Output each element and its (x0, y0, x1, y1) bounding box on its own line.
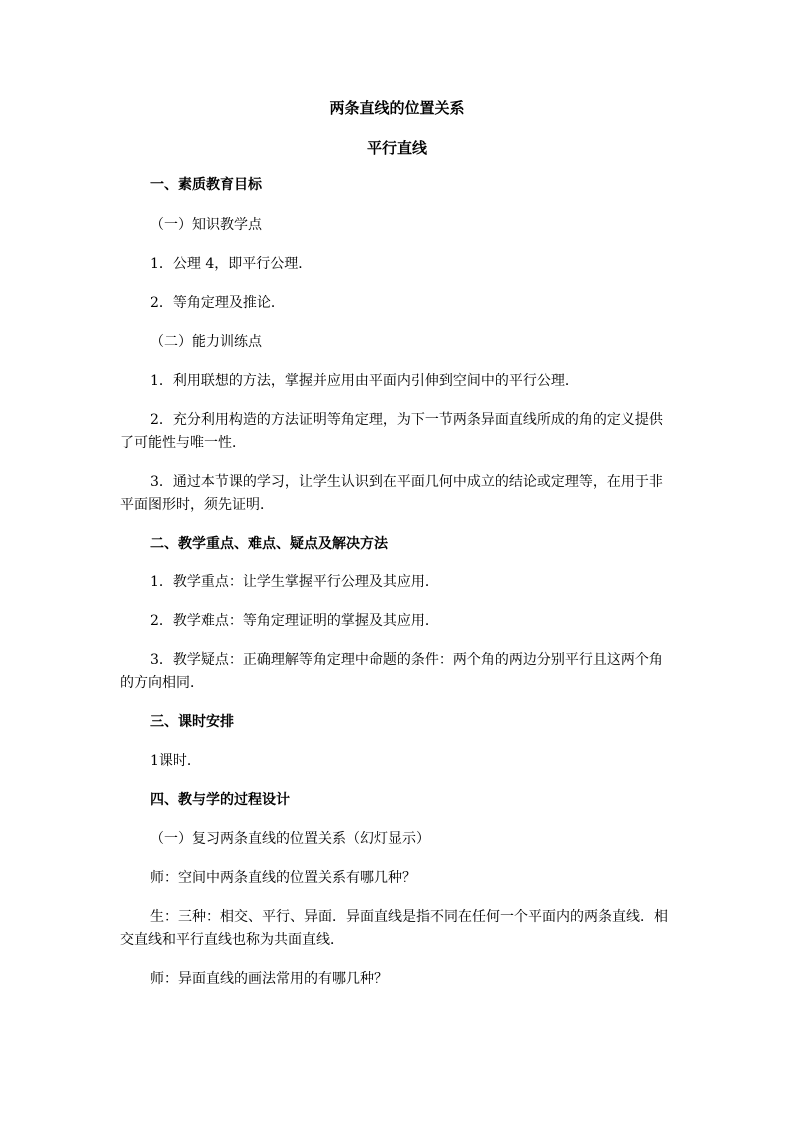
paragraph: 2．教学难点：等角定理证明的掌握及其应用． (150, 613, 439, 629)
section-heading-4: 四、教与学的过程设计 (150, 792, 290, 808)
document-subtitle: 平行直线 (366, 139, 427, 157)
paragraph: （一）知识教学点 (150, 217, 262, 233)
paragraph: 2．充分利用构造的方法证明等角定理，为下一节两条异面直线所成的角的定义提供了可能性与唯一性． (120, 412, 663, 451)
paragraph: 2．等角定理及推论． (150, 295, 285, 311)
paragraph: 1．公理 4，即平行公理． (150, 256, 313, 272)
paragraph: （一）复习两条直线的位置关系（幻灯显示） (150, 831, 430, 847)
section-heading-2: 二、教学重点、难点、疑点及解决方法 (150, 536, 388, 552)
paragraph: 3．通过本节课的学习，让学生认识到在平面几何中成立的结论或定理等，在用于非平面图形时，须先证明． (120, 474, 663, 513)
paragraph: 师：空间中两条直线的位置关系有哪几种？ (150, 870, 416, 886)
paragraph: 1．利用联想的方法，掌握并应用由平面内引伸到空间中的平行公理． (150, 373, 579, 389)
paragraph: 师：异面直线的画法常用的有哪几种？ (150, 971, 388, 987)
paragraph: 1．教学重点：让学生掌握平行公理及其应用． (150, 574, 439, 590)
paragraph: 生：三种：相交、平行、异面．异面直线是指不同在任何一个平面内的两条直线．相交直线和平行直线也称为共面直线． (120, 909, 668, 948)
document-title: 两条直线的位置关系 (329, 99, 465, 117)
paragraph: 1课时． (150, 753, 201, 769)
section-heading-1: 一、素质教育目标 (150, 177, 262, 193)
paragraph: （二）能力训练点 (150, 334, 262, 350)
paragraph: 3．教学疑点：正确理解等角定理中命题的条件：两个角的两边分别平行且这两个角的方向相同． (120, 652, 663, 691)
section-heading-3: 三、课时安排 (150, 714, 234, 730)
